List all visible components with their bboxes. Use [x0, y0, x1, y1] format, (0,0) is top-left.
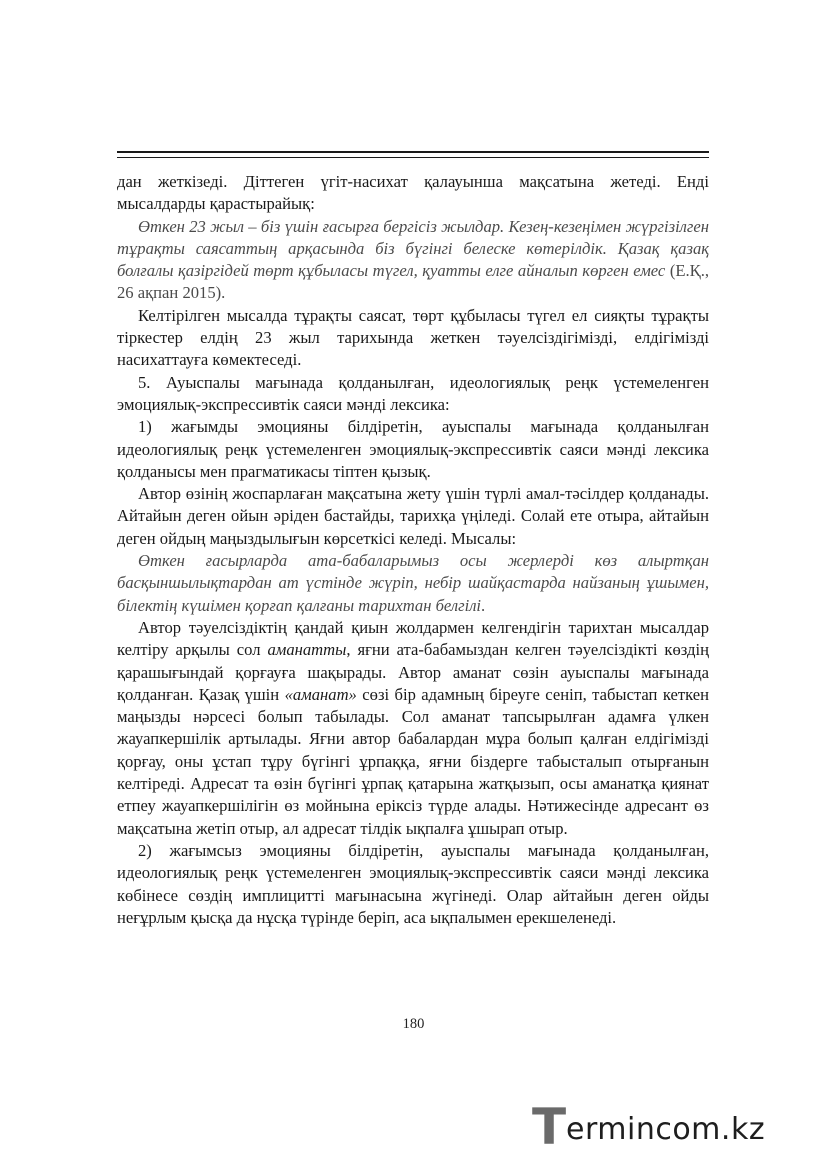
logo-word: ermincom.kz	[566, 1112, 766, 1147]
paragraph-continuation: дан жеткізеді. Діттеген үгіт-насихат қалауынша мақсатына жетеді. Енді мысалдарды қарастырайық:	[117, 172, 709, 214]
text-part: , яғни ата-бабамыздан келген тәуелсіздікті көздің қарашығындай қорғауға шақырады. Автор аманат сөзін ауыспалы мағынада қолданған. Қазақ үшін	[117, 640, 709, 704]
paragraph: Автор өзінің жоспарлаған мақсатына жету үшін түрлі амал-тәсілдер қолданады. Айтайын деген ойын әріден бастайды, тарихқа үңіледі. Солай ете отыра, айтайын деген ойдың маңыздылығын көрсеткісі келеді. Мысалы:	[117, 484, 709, 548]
text-part: сөзі бір адамның біреуге сеніп, табыстап кеткен маңызды нәрсесі болып табылады. Сол аманат тапсырылған адамға үлкен жауапкершілік артылады. Яғни автор бабалардан мұра болып қалған елдігімізді қорғау, оны ұстап тұру бүгінгі ұрпаққа, яғни біздерге табысталып отырғанын келтіреді. Адресат та өзін бүгінгі ұрпақ қатарына жатқызып, осы аманатқа қиянат етпеу жауапкершілігін өз мойнына еріксіз түрде алады. Нәтижесінде адресант өз мақсатына жетіп отыр, ал адресат тілдік ықпалға ұшырап отыр.	[117, 684, 710, 838]
paragraph-item-1: 1) жағымды эмоцияны білдіретін, ауыспалы мағынада қолданылған идеологиялық реңк үстемеленген эмоциялық-экспрессивтік саяси мәнді лексика қолданысы мен прагматикасы тіптен қызық.	[117, 417, 709, 481]
text-part-italic: аманатты	[267, 640, 347, 660]
magnifier-icon	[666, 1106, 696, 1136]
quote-end: .	[481, 595, 486, 615]
paragraph-item-2: 2) жағымсыз эмоцияны білдіретін, ауыспалы мағынада қолданылған, идеологиялық реңк үстемеленген эмоциялық-экспрессивтік саяси мәнді лексика көбінесе сөздің имплициттi мағынасына жүгінеді. Олар айтайын деген ойды неғұрлым қысқа да нұсқа түрінде беріп, аса ықпалымен ерекшеленеді.	[117, 840, 709, 927]
paragraph-section-5: 5. Ауыспалы мағынада қолданылған, идеологиялық реңк үстемеленген эмоциялық-экспрессивтік саяси мәнді лексика:	[117, 372, 709, 414]
header-rule-thin	[117, 157, 709, 158]
quote-example-2	[117, 550, 709, 617]
paragraph-amanat	[117, 617, 709, 840]
text-part: Автор тәуелсіздіктің қандай қиын жолдармен келгендігін тарихтан мысалдар келтіру арқылы сол	[117, 617, 709, 660]
quote-source: (Е.Қ., 26 ақпан 2015).	[117, 261, 709, 303]
header-rule-thick	[117, 151, 709, 153]
text-part-italic: «аманат»	[284, 684, 357, 704]
quote-text: Өткен ғасырларда ата-бабаларымыз осы жерлерді көз алыртқан басқыншылықтардан ат үстінде жүріп, небір шайқастарда найзаның ұшымен, білектің күшімен қорғап қалғаны тарихтан белгілі	[117, 551, 709, 615]
quote-text: Өткен 23 жыл – біз үшін ғасырға бергісіз жылдар. Кезең-кезеңімен жүргізілген тұрақты саясаттың арқасында біз бүгінгі белеске көтерілдік. Қазақ қазақ болғалы қазіргідей төрт құбыласы түгел, қуатты елге айналып көрген емес	[117, 216, 709, 281]
page-body	[117, 171, 709, 929]
quote-example-1	[117, 216, 709, 305]
logo-letter-t: T	[532, 1098, 567, 1156]
paragraph: Келтірілген мысалда тұрақты саясат, төрт құбыласы түгел ел сияқты тұрақты тіркестер елдің 23 жыл тарихында жеткен тәуелсіздігімізді, елдігімізді насихаттауға көмектеседі.	[117, 305, 709, 370]
page-number: 180	[402, 1016, 425, 1032]
watermark-logo	[526, 1098, 816, 1156]
